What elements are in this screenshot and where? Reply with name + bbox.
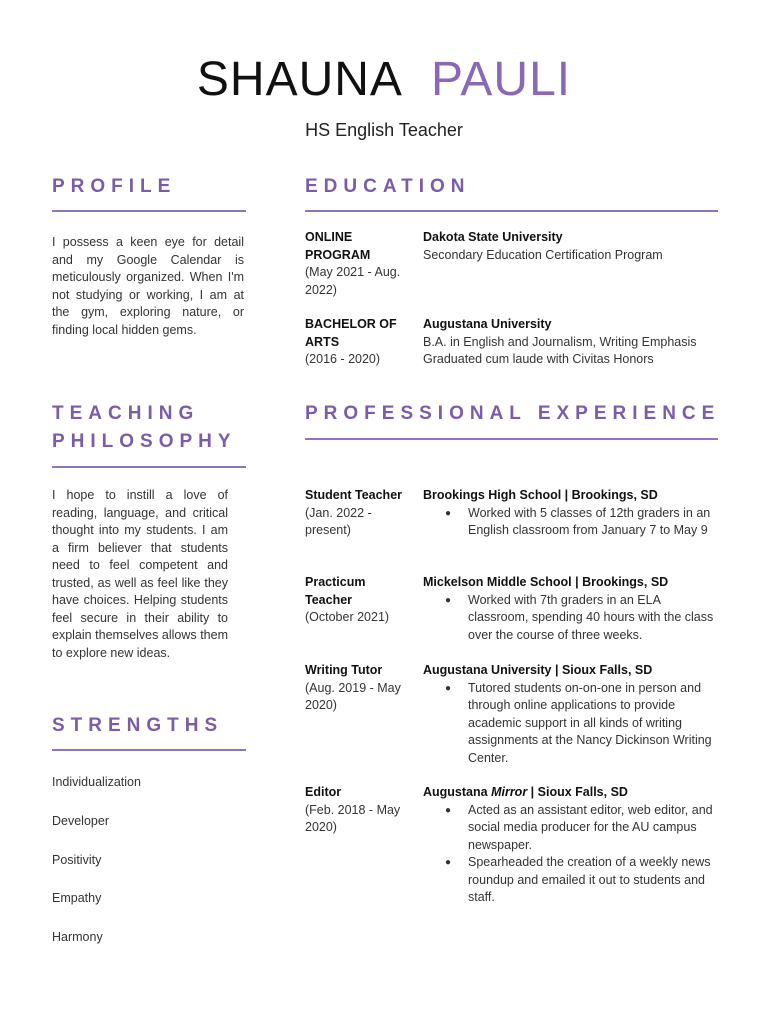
employer: Mickelson Middle School | Brookings, SD	[423, 575, 669, 589]
strength-item: Individualization	[52, 775, 141, 789]
bullet-item: ● Worked with 7th graders in an ELA classroom, spending 40 hours with the class over the course of three weeks.	[423, 592, 719, 645]
role-title: Editor	[305, 785, 342, 799]
bullet-item: ● Worked with 5 classes of 12th graders in an English classroom from January 7 to May 9	[423, 505, 719, 540]
role-dates: (Feb. 2018 - May 2020)	[305, 802, 401, 834]
experience-entry-right	[423, 574, 719, 644]
experience-entry-right	[423, 487, 719, 540]
education-dates: (2016 - 2020)	[305, 352, 381, 366]
bullet-list	[423, 592, 719, 645]
last-name: PAULI	[430, 53, 572, 106]
role-title: Practicum Teacher	[305, 575, 366, 607]
employer-suffix: | Sioux Falls, SD	[527, 785, 628, 799]
profile-text: I possess a keen eye for detail and my Google Calendar is meticulously organized. When I'm not studying or working, I am at the gym, exploring nature, or finding local hidden gems.	[52, 235, 244, 337]
profile-heading: PROFILE	[52, 176, 177, 197]
resume-name	[0, 50, 768, 110]
experience-heading: PROFESSIONAL EXPERIENCE	[305, 403, 721, 424]
role-dates: (Aug. 2019 - May 2020)	[305, 680, 401, 712]
school-name: Augustana University	[423, 317, 552, 331]
bullet-item: ● Tutored students on-on-one in person and through online applications to provide academic support in all kinds of writing assignments at the Nancy Dickinson Writing Center.	[423, 680, 719, 768]
experience-entry-right	[423, 662, 719, 767]
role-title: Writing Tutor	[305, 663, 383, 677]
education-entry-right	[423, 229, 723, 264]
education-entry-left	[305, 229, 405, 299]
experience-divider	[305, 438, 718, 440]
philosophy-text: I hope to instill a love of reading, language, and critical thought into my students. I am a firm believer that students need to feel competent and trusted, as well as feel like they have choices. Helping students feel secure in their ability to explain themselves allows them to explore new ideas.	[52, 488, 228, 660]
education-detail: Secondary Education Certification Program	[423, 247, 663, 262]
philosophy-heading-line1: TEACHING	[52, 403, 200, 424]
role-title: Student Teacher	[305, 488, 403, 502]
first-name: SHAUNA	[196, 53, 403, 106]
education-dates: (May 2021 - Aug. 2022)	[305, 265, 401, 297]
strengths-heading: STRENGTHS	[52, 715, 224, 736]
education-divider	[305, 210, 718, 212]
employer: Brookings High School | Brookings, SD	[423, 488, 658, 502]
philosophy-heading	[52, 400, 237, 456]
experience-entry-left	[305, 784, 410, 837]
job-title: HS English Teacher	[305, 120, 463, 140]
bullet-list	[423, 802, 719, 907]
role-dates: (October 2021)	[305, 610, 390, 624]
experience-entry-left	[305, 574, 410, 627]
experience-entry-right	[423, 784, 719, 907]
education-detail: B.A. in English and Journalism, Writing Emphasis	[423, 334, 697, 349]
bullet-list	[423, 680, 719, 768]
strengths-divider	[52, 749, 246, 751]
employer	[423, 784, 719, 802]
experience-entry-left	[305, 662, 410, 715]
employer-italic: Mirror	[491, 785, 528, 799]
bullet-item: ● Acted as an assistant editor, web editor, and social media producer for the AU campus newspaper.	[423, 802, 719, 855]
strength-item: Empathy	[52, 891, 102, 905]
philosophy-heading-line2: PHILOSOPHY	[52, 431, 237, 452]
school-name: Dakota State University	[423, 230, 563, 244]
degree-type: ONLINE PROGRAM	[305, 230, 371, 262]
strength-item: Developer	[52, 814, 109, 828]
strength-item: Positivity	[52, 853, 102, 867]
employer: Augustana University | Sioux Falls, SD	[423, 663, 653, 677]
employer-prefix: Augustana	[423, 785, 492, 799]
experience-entry-left	[305, 487, 410, 540]
bullet-item: ● Spearheaded the creation of a weekly news roundup and emailed it out to students and staff.	[423, 854, 719, 907]
profile-divider	[52, 210, 246, 212]
education-heading: EDUCATION	[305, 176, 471, 197]
philosophy-divider	[52, 466, 246, 468]
role-dates: (Jan. 2022 - present)	[305, 505, 372, 537]
education-entry-left	[305, 316, 405, 369]
bullet-list	[423, 505, 719, 540]
education-entry-right	[423, 316, 723, 369]
strength-item: Harmony	[52, 930, 103, 944]
degree-type: BACHELOR OF ARTS	[305, 317, 397, 349]
education-detail: Graduated cum laude with Civitas Honors	[423, 352, 654, 366]
